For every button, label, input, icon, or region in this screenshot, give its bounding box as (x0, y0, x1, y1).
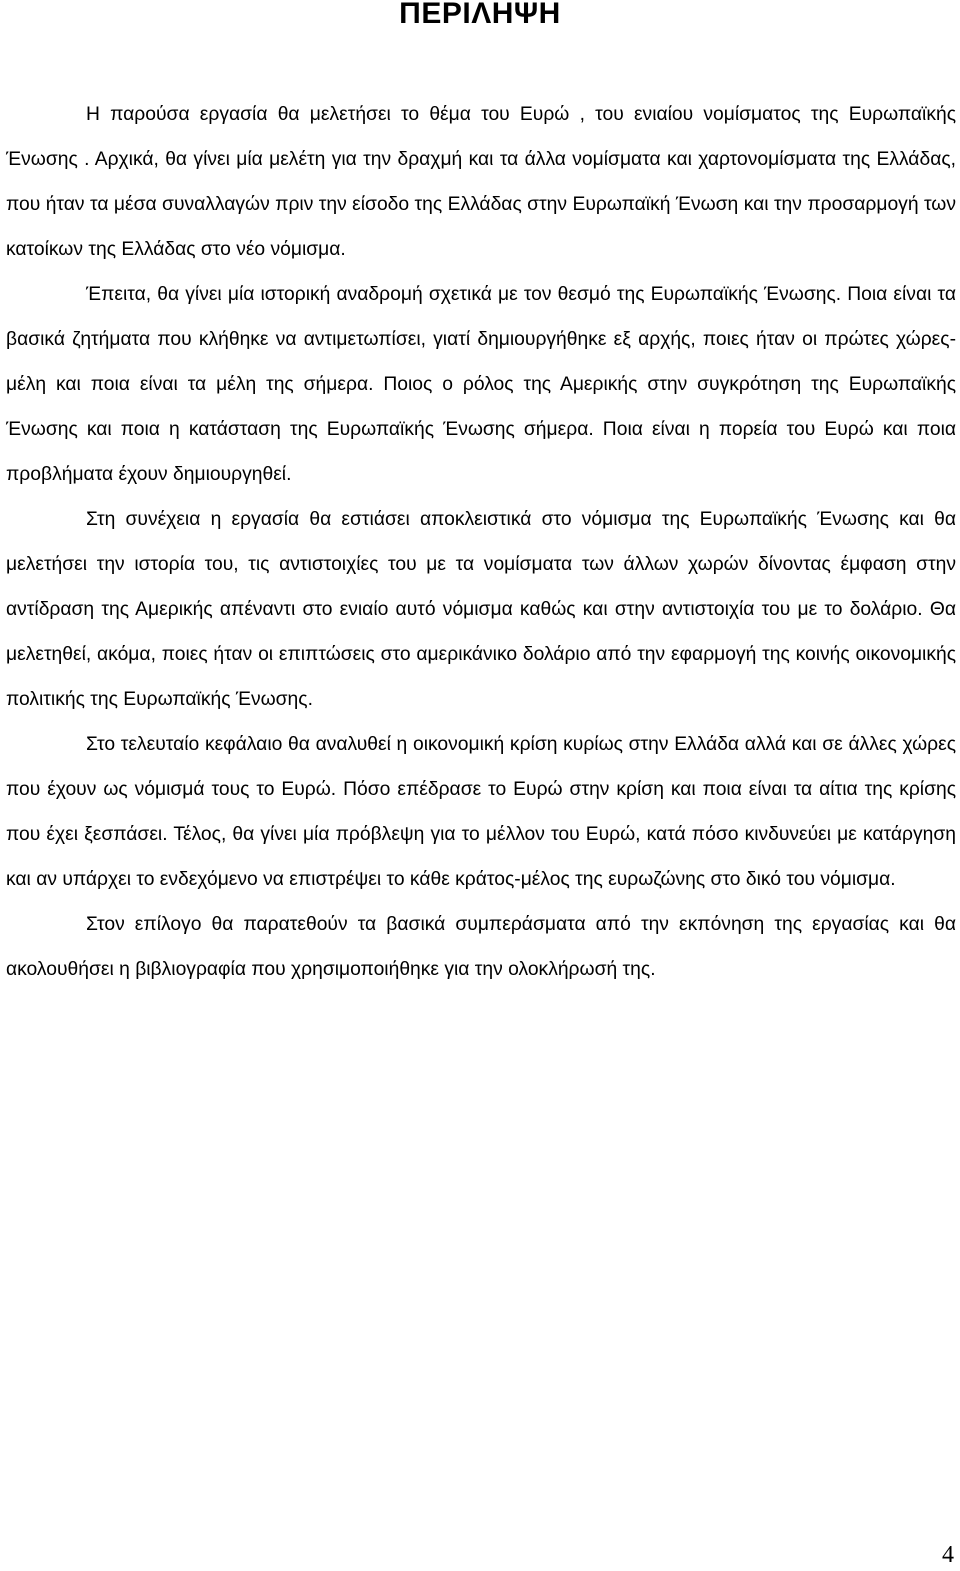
page-number: 4 (942, 1542, 954, 1568)
paragraph-euro-currency: Στη συνέχεια η εργασία θα εστιάσει αποκλειστικά στο νόμισμα της Ευρωπαϊκής Ένωσης και θα μελετήσει την ιστορία του, τις αντιστοιχίες του με τα νομίσματα των άλλων χωρών δίνοντας έμφαση στην αντίδραση της Αμερικής απέναντι στο ενιαίο αυτό νόμισμα καθώς και στην αντιστοιχία του με το δολάριο. Θα μελετηθεί, ακόμα, ποιες ήταν οι επιπτώσεις στο αμερικάνικο δολάριο από την εφαρμογή της κοινής οικονομικής πολιτικής της Ευρωπαϊκής Ένωσης. (6, 509, 956, 710)
paragraph-european-union-history: Έπειτα, θα γίνει μία ιστορική αναδρομή σχετικά με τον θεσμό της Ευρωπαϊκής Ένωσης. Ποια είναι τα βασικά ζητήματα που κλήθηκε να αντιμετωπίσει, γιατί δημιουργήθηκε εξ αρχής, ποιες ήταν οι πρώτες χώρες-μέλη και ποια είναι τα μέλη της σήμερα. Ποιος ο ρόλος της Αμερικής στην συγκρότηση της Ευρωπαϊκής Ένωσης και ποια η κατάσταση της Ευρωπαϊκής Ένωσης σήμερα. Ποια είναι η πορεία του Ευρώ και ποια προβλήματα έχουν δημιουργηθεί. (6, 284, 956, 485)
document-body (6, 92, 956, 992)
paragraph-epilogue: Στον επίλογο θα παρατεθούν τα βασικά συμπεράσματα από την εκπόνηση της εργασίας και θα ακολουθήσει η βιβλιογραφία που χρησιμοποιήθηκε για την ολοκλήρωσή της. (6, 914, 956, 980)
paragraph-economic-crisis: Στο τελευταίο κεφάλαιο θα αναλυθεί η οικονομική κρίση κυρίως στην Ελλάδα αλλά και σε άλλες χώρες που έχουν ως νόμισμά τους το Ευρώ. Πόσο επέδρασε το Ευρώ στην κρίση και ποια είναι τα αίτια της κρίσης που έχει ξεσπάσει. Τέλος, θα γίνει μία πρόβλεψη για το μέλλον του Ευρώ, κατά πόσο κινδυνεύει με κατάργηση και αν υπάρχει το ενδεχόμενο να επιστρέψει το κάθε κράτος-μέλος της ευρωζώνης στο δικό του νόμισμα. (6, 734, 956, 890)
paragraph-introduction: Η παρούσα εργασία θα μελετήσει το θέμα του Ευρώ , του ενιαίου νομίσματος της Ευρωπαϊκής Ένωσης . Αρχικά, θα γίνει μία μελέτη για την δραχμή και τα άλλα νομίσματα και χαρτονομίσματα της Ελλάδας, που ήταν τα μέσα συναλλαγών πριν την είσοδο της Ελλάδας στην Ευρωπαϊκή Ένωση και την προσαρμογή των κατοίκων της Ελλάδας στο νέο νόμισμα. (6, 104, 956, 260)
page-title: ΠΕΡΙΛΗΨΗ (399, 0, 561, 30)
